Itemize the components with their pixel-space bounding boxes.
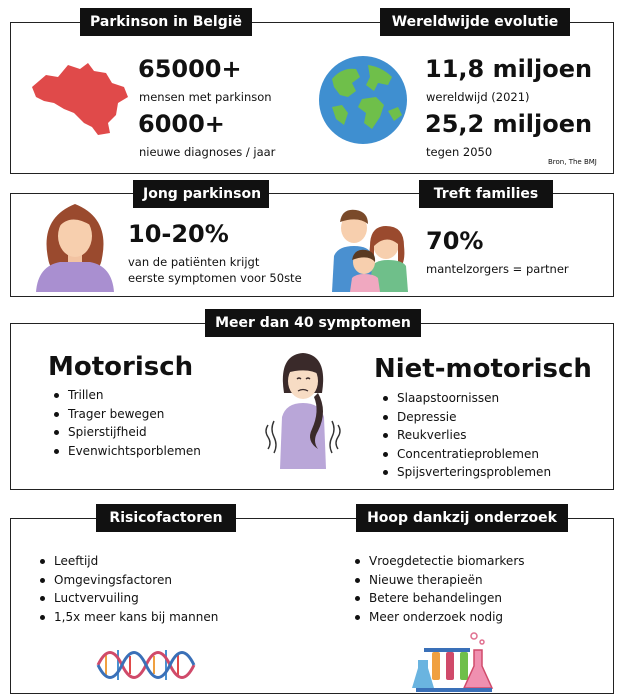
source-note: Bron, The BMJ (548, 158, 597, 166)
nonmotor-item: Reukverlies (381, 426, 551, 445)
nonmotor-title: Niet-motorisch (374, 354, 592, 384)
families-label: mantelzorgers = partner (426, 262, 569, 276)
young-label-line2: eerste symptomen voor 50ste (128, 271, 302, 285)
risk-header: Risicofactoren (96, 504, 236, 532)
motor-item: Evenwichtsporblemen (52, 442, 201, 461)
belgium-stat2-value: 6000+ (138, 110, 225, 138)
symptoms-header: Meer dan 40 symptomen (205, 309, 421, 337)
belgium-map-icon (28, 57, 133, 137)
motor-title: Motorisch (48, 352, 194, 382)
world-stat2-value: 25,2 miljoen (425, 110, 593, 138)
world-stat2-label: tegen 2050 (426, 145, 493, 159)
family-icon (326, 200, 416, 292)
risk-item: Omgevingsfactoren (38, 571, 218, 590)
risk-list (38, 552, 218, 626)
world-header: Wereldwijde evolutie (380, 8, 570, 36)
motor-item: Trillen (52, 386, 201, 405)
nonmotor-item: Spijsverteringsproblemen (381, 463, 551, 482)
risk-item: Luctvervuiling (38, 589, 218, 608)
young-header: Jong parkinson (133, 180, 269, 208)
young-value: 10-20% (128, 220, 229, 248)
young-label-line1: van de patiënten krijgt (128, 255, 260, 269)
belgium-header: Parkinson in België (80, 8, 252, 36)
woman-avatar-icon (30, 198, 120, 292)
belgium-stat1-value: 65000+ (138, 55, 242, 83)
nonmotor-list (381, 389, 551, 482)
lab-flasks-icon (410, 630, 496, 692)
hope-item: Nieuwe therapieën (353, 571, 525, 590)
motor-list (52, 386, 201, 460)
risk-item: Leeftijd (38, 552, 218, 571)
world-stat1-value: 11,8 miljoen (425, 55, 593, 83)
hope-item: Vroegdetectie biomarkers (353, 552, 525, 571)
hope-item: Betere behandelingen (353, 589, 525, 608)
world-stat1-label: wereldwijd (2021) (426, 90, 530, 104)
hope-header: Hoop dankzij onderzoek (356, 504, 568, 532)
families-header: Treft families (419, 180, 553, 208)
nonmotor-item: Depressie (381, 408, 551, 427)
belgium-stat2-label: nieuwe diagnoses / jaar (139, 145, 276, 159)
nonmotor-item: Slaapstoornissen (381, 389, 551, 408)
dna-icon (96, 644, 196, 686)
motor-item: Spierstijfheid (52, 423, 201, 442)
trembling-person-icon (258, 345, 348, 469)
hope-item: Meer onderzoek nodig (353, 608, 525, 627)
belgium-stat1-label: mensen met parkinson (139, 90, 272, 104)
risk-item: 1,5x meer kans bij mannen (38, 608, 218, 627)
hope-list (353, 552, 525, 626)
nonmotor-item: Concentratieproblemen (381, 445, 551, 464)
families-value: 70% (426, 227, 484, 255)
motor-item: Trager bewegen (52, 405, 201, 424)
globe-icon (318, 55, 408, 145)
